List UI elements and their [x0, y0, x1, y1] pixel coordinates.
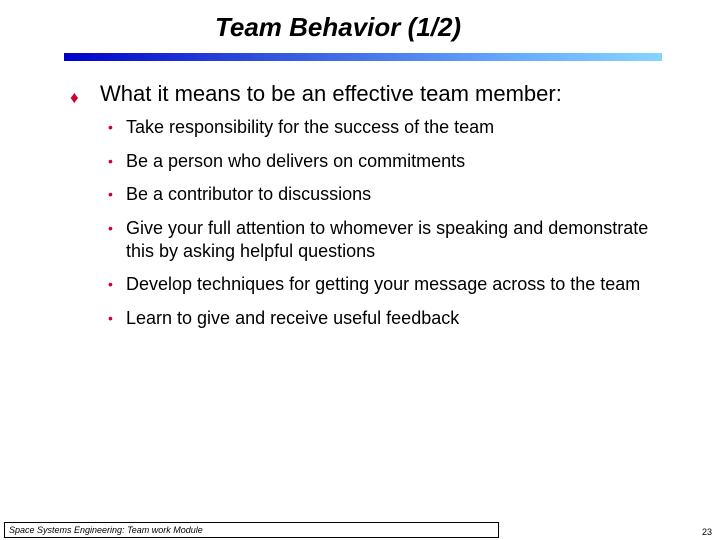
list-item — [108, 150, 668, 173]
list-item — [108, 116, 668, 139]
dot-bullet-icon: • — [108, 309, 113, 326]
list-item — [108, 183, 668, 206]
list-item-text: Be a contributor to discussions — [126, 184, 372, 204]
dot-bullet-icon: • — [108, 152, 113, 169]
page-number: 23 — [701, 527, 712, 537]
list-item — [108, 273, 668, 296]
dot-bullet-icon: • — [108, 186, 113, 202]
list-item-text: Develop techniques for getting your message across to the team — [126, 274, 641, 294]
diamond-bullet-icon: ♦ — [70, 88, 79, 107]
list-item — [108, 307, 668, 330]
main-point-text: What it means to be an effective team member: — [100, 81, 562, 106]
list-item-text: Be a person who delivers on commitments — [126, 150, 466, 171]
footer-box — [4, 522, 499, 538]
title-underline-rule — [64, 53, 662, 61]
footer-text: Space Systems Engineering: Team work Module — [9, 525, 203, 535]
list-item-text: Take responsibility for the success of the team — [126, 117, 495, 137]
dot-bullet-icon: • — [108, 119, 113, 135]
list-item-text: Give your full attention to whomever is speaking and demonstrate this by asking helpful questions — [126, 217, 649, 261]
sub-bullet-list — [108, 116, 668, 340]
list-item-text: Learn to give and receive useful feedback — [126, 307, 460, 328]
dot-bullet-icon: • — [108, 276, 113, 292]
list-item — [108, 217, 668, 263]
dot-bullet-icon: • — [108, 219, 113, 236]
slide-title: Team Behavior (1/2) — [214, 12, 462, 42]
